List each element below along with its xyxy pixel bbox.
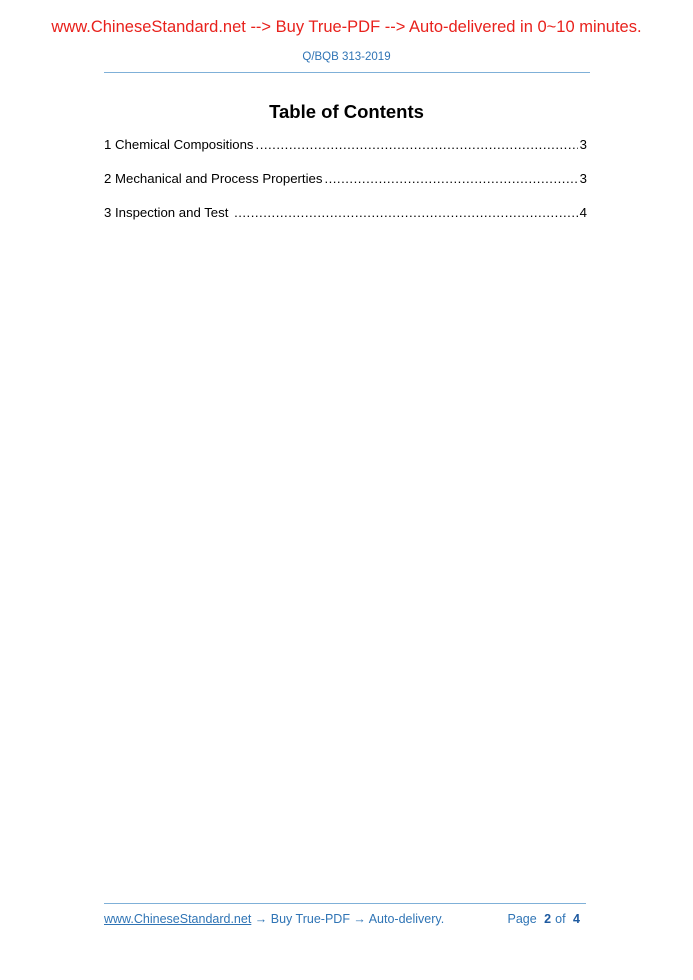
page-of: of bbox=[555, 912, 566, 926]
promo-banner[interactable]: www.ChineseStandard.net --> Buy True-PDF --> Auto-delivered in 0~10 minutes. bbox=[51, 18, 642, 36]
toc-entry-chemical-compositions[interactable] bbox=[104, 137, 587, 171]
footer-arrow: → bbox=[251, 912, 271, 926]
page-current: 2 bbox=[544, 912, 552, 926]
footer-website-link[interactable]: www.ChineseStandard.net bbox=[104, 912, 252, 926]
footer-promo bbox=[104, 912, 444, 926]
toc-entry-inspection-test[interactable] bbox=[104, 205, 587, 239]
toc-entry-page: 4 bbox=[579, 205, 587, 220]
footer-arrow: → bbox=[349, 912, 369, 926]
toc-entry-page: 3 bbox=[579, 137, 587, 152]
page-footer bbox=[104, 912, 586, 930]
toc-entry-text: 3 Inspection and Test bbox=[104, 205, 233, 220]
page-label: Page bbox=[507, 912, 537, 926]
header-divider bbox=[104, 72, 590, 73]
toc-title: Table of Contents bbox=[269, 101, 424, 122]
toc-leader-dots bbox=[234, 205, 578, 220]
table-of-contents bbox=[104, 137, 587, 239]
toc-leader-dots bbox=[324, 171, 577, 186]
toc-entry-text: 1 Chemical Compositions bbox=[104, 137, 254, 152]
footer-delivery-text: Auto-delivery. bbox=[368, 912, 445, 926]
toc-entry-text: 2 Mechanical and Process Properties bbox=[104, 171, 323, 186]
toc-entry-mechanical-properties[interactable] bbox=[104, 171, 587, 205]
footer-buy-text: Buy True-PDF bbox=[270, 912, 350, 926]
footer-divider bbox=[104, 903, 586, 904]
page-total: 4 bbox=[573, 912, 580, 926]
toc-leader-dots bbox=[256, 137, 578, 152]
toc-entry-page: 3 bbox=[579, 171, 587, 186]
page-number bbox=[507, 912, 584, 926]
document-code: Q/BQB 313-2019 bbox=[302, 51, 391, 63]
